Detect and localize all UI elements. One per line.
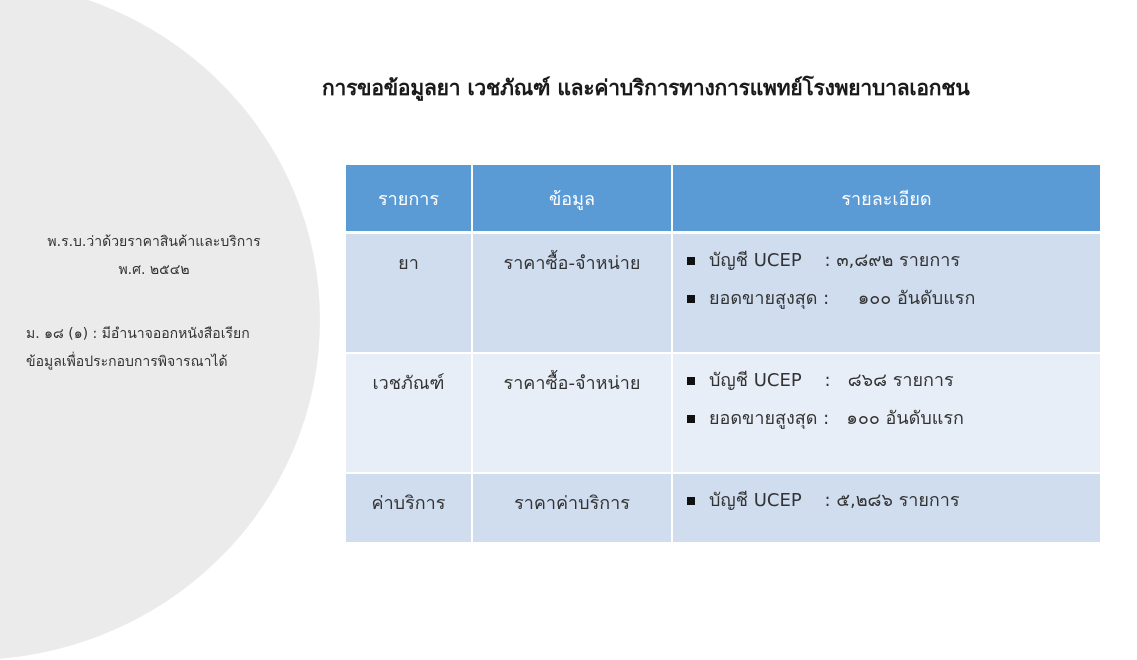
detail-list	[673, 242, 1100, 318]
cell-detail	[672, 473, 1100, 543]
section-reference	[26, 320, 316, 376]
square-bullet-icon	[687, 295, 695, 303]
detail-list	[673, 362, 1100, 438]
detail-text: บัญชี UCEP : ๘๖๘ รายการ	[709, 370, 954, 391]
square-bullet-icon	[687, 377, 695, 385]
cell-item: ยา	[346, 233, 472, 354]
square-bullet-icon	[687, 257, 695, 265]
table-header-row	[346, 165, 1100, 233]
header-item: รายการ	[346, 165, 472, 233]
info-table	[346, 165, 1100, 544]
table-row	[346, 473, 1100, 543]
act-name: พ.ร.บ.ว่าด้วยราคาสินค้าและบริการ	[47, 234, 261, 250]
detail-text: ยอดขายสูงสุด : ๑๐๐ อันดับแรก	[709, 288, 976, 309]
header-detail: รายละเอียด	[672, 165, 1100, 233]
section-line-1: ม. ๑๘ (๑) : มีอำนาจออกหนังสือเรียก	[26, 326, 250, 342]
cell-item: ค่าบริการ	[346, 473, 472, 543]
cell-detail	[672, 233, 1100, 354]
detail-item	[687, 280, 1100, 318]
detail-text: บัญชี UCEP : ๕,๒๘๖ รายการ	[709, 490, 960, 511]
act-year: พ.ศ. ๒๕๔๒	[118, 262, 190, 278]
detail-item	[687, 400, 1100, 438]
detail-list	[673, 482, 1100, 520]
slide-title: การขอข้อมูลยา เวชภัณฑ์ และค่าบริการทางการแพทย์โรงพยาบาลเอกชน	[322, 76, 970, 100]
cell-data: ราคาซื้อ-จำหน่าย	[472, 353, 672, 473]
cell-data: ราคาซื้อ-จำหน่าย	[472, 233, 672, 354]
cell-item: เวชภัณฑ์	[346, 353, 472, 473]
section-line-2: ข้อมูลเพื่อประกอบการพิจารณาได้	[26, 354, 228, 370]
detail-item	[687, 482, 1100, 520]
detail-item	[687, 362, 1100, 400]
table-row	[346, 353, 1100, 473]
detail-text: บัญชี UCEP : ๓,๘๙๒ รายการ	[709, 250, 961, 271]
cell-data: ราคาค่าบริการ	[472, 473, 672, 543]
square-bullet-icon	[687, 497, 695, 505]
header-data: ข้อมูล	[472, 165, 672, 233]
table-row	[346, 233, 1100, 354]
square-bullet-icon	[687, 415, 695, 423]
act-reference	[14, 228, 294, 284]
cell-detail	[672, 353, 1100, 473]
detail-text: ยอดขายสูงสุด : ๑๐๐ อันดับแรก	[709, 408, 964, 429]
detail-item	[687, 242, 1100, 280]
